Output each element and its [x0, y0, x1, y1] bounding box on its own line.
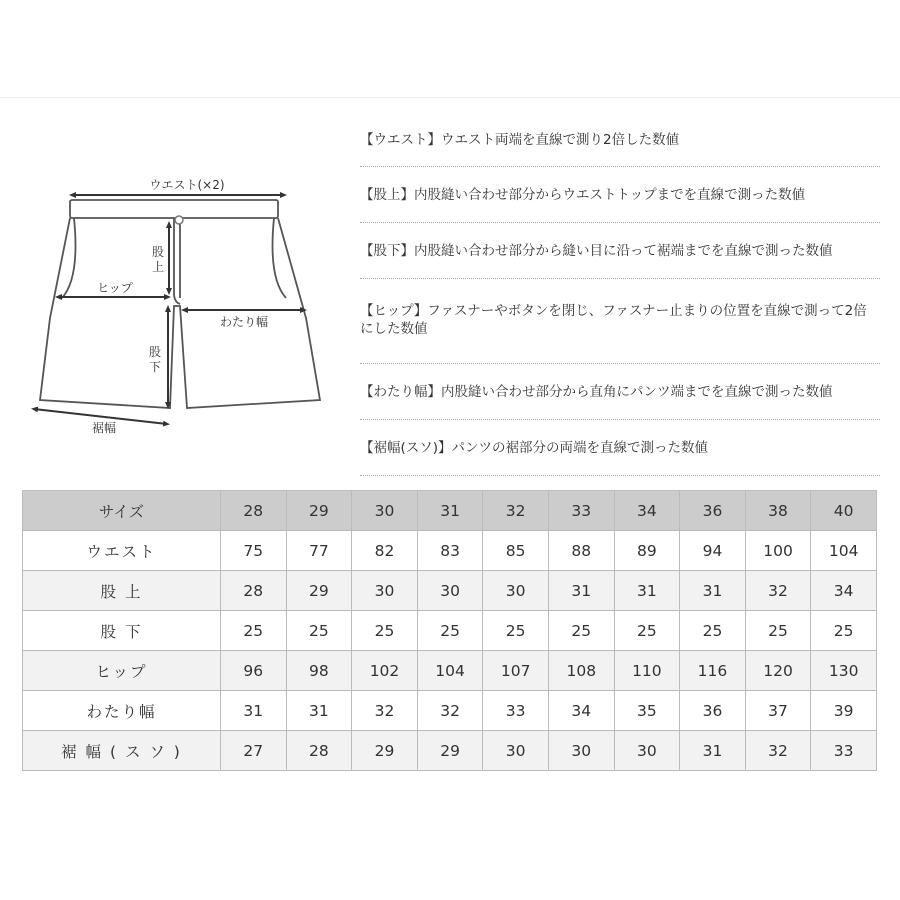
row-label: ヒップ [23, 651, 221, 691]
waist-label: ウエスト(×2) [149, 178, 225, 192]
inseam-label-1: 股 [149, 345, 162, 359]
header-size: 38 [745, 491, 811, 531]
table-cell: 29 [417, 731, 483, 771]
table-cell: 107 [483, 651, 549, 691]
definition-thigh [360, 364, 880, 420]
inseam-label-2: 下 [149, 360, 162, 374]
row-label: 裾 幅 ( ス ソ ) [23, 731, 221, 771]
table-cell: 31 [614, 571, 680, 611]
table-cell: 35 [614, 691, 680, 731]
header-size: 29 [286, 491, 352, 531]
thigh-label: わたり幅 [219, 315, 269, 329]
row-label: わたり幅 [23, 691, 221, 731]
table-cell: 25 [680, 611, 746, 651]
table-cell: 104 [811, 531, 877, 571]
definition-hem [360, 420, 880, 476]
table-cell: 32 [417, 691, 483, 731]
table-cell: 83 [417, 531, 483, 571]
definition-text: 【わたり幅】内股縫い合わせ部分から直角にパンツ端までを直線で測った数値 [360, 384, 833, 400]
rise-label-1: 股 [152, 245, 165, 259]
table-cell: 130 [811, 651, 877, 691]
table-cell: 75 [221, 531, 287, 571]
header-size: 40 [811, 491, 877, 531]
top-divider [0, 97, 900, 98]
table-cell: 31 [680, 571, 746, 611]
table-cell: 100 [745, 531, 811, 571]
shorts-illustration [22, 168, 322, 448]
header-size: 30 [352, 491, 418, 531]
header-size: 32 [483, 491, 549, 531]
table-row-hem [23, 731, 877, 771]
row-label: 股 上 [23, 571, 221, 611]
table-cell: 29 [286, 571, 352, 611]
table-cell: 25 [614, 611, 680, 651]
table-cell: 110 [614, 651, 680, 691]
shorts-outline [40, 200, 320, 408]
table-cell: 32 [745, 731, 811, 771]
table-cell: 25 [221, 611, 287, 651]
definition-text: 【裾幅(スソ)】パンツの裾部分の両端を直線で測った数値 [360, 440, 709, 456]
table-cell: 25 [745, 611, 811, 651]
table-cell: 120 [745, 651, 811, 691]
definition-inseam [360, 223, 880, 279]
rise-label-2: 上 [152, 260, 165, 274]
table-cell: 29 [352, 731, 418, 771]
table-row-thigh [23, 691, 877, 731]
table-cell: 37 [745, 691, 811, 731]
table-cell: 102 [352, 651, 418, 691]
header-size: 36 [680, 491, 746, 531]
table-cell: 25 [483, 611, 549, 651]
table-cell: 82 [352, 531, 418, 571]
definition-text: 【股上】内股縫い合わせ部分からウエストトップまでを直線で測った数値 [360, 187, 806, 203]
header-size: 34 [614, 491, 680, 531]
table-cell: 98 [286, 651, 352, 691]
table-row-waist [23, 531, 877, 571]
table-row-rise [23, 571, 877, 611]
size-chart-table [22, 490, 877, 771]
table-cell: 31 [548, 571, 614, 611]
definition-waist [360, 122, 880, 167]
table-cell: 32 [745, 571, 811, 611]
definition-text: 【ウエスト】ウエスト両端を直線で測り2倍した数値 [360, 132, 680, 148]
table-cell: 30 [352, 571, 418, 611]
table-cell: 116 [680, 651, 746, 691]
table-cell: 77 [286, 531, 352, 571]
table-cell: 104 [417, 651, 483, 691]
table-row-inseam [23, 611, 877, 651]
header-size: 31 [417, 491, 483, 531]
table-cell: 33 [811, 731, 877, 771]
table-cell: 33 [483, 691, 549, 731]
header-size: 28 [221, 491, 287, 531]
table-cell: 30 [483, 571, 549, 611]
table-cell: 31 [221, 691, 287, 731]
measurement-definitions [360, 122, 880, 476]
table-cell: 88 [548, 531, 614, 571]
hem-label: 裾幅 [91, 421, 117, 435]
header-size-label: サイズ [23, 491, 221, 531]
table-cell: 32 [352, 691, 418, 731]
table-cell: 89 [614, 531, 680, 571]
definition-rise [360, 167, 880, 223]
table-cell: 30 [417, 571, 483, 611]
table-cell: 108 [548, 651, 614, 691]
table-cell: 31 [680, 731, 746, 771]
definition-text: 【股下】内股縫い合わせ部分から縫い目に沿って裾端までを直線で測った数値 [360, 243, 833, 259]
table-cell: 25 [286, 611, 352, 651]
table-cell: 39 [811, 691, 877, 731]
table-cell: 25 [811, 611, 877, 651]
row-label: ウエスト [23, 531, 221, 571]
shorts-measurement-diagram [22, 168, 322, 448]
table-cell: 25 [417, 611, 483, 651]
table-cell: 85 [483, 531, 549, 571]
table-cell: 96 [221, 651, 287, 691]
table-cell: 25 [352, 611, 418, 651]
table-cell: 28 [286, 731, 352, 771]
table-cell: 25 [548, 611, 614, 651]
definition-hip [360, 279, 880, 364]
definition-text: 【ヒップ】ファスナーやボタンを閉じ、ファスナー止まりの位置を直線で測って2倍にした数値 [360, 303, 867, 337]
table-cell: 27 [221, 731, 287, 771]
table-cell: 30 [483, 731, 549, 771]
table-header-row [23, 491, 877, 531]
row-label: 股 下 [23, 611, 221, 651]
table-cell: 30 [614, 731, 680, 771]
table-cell: 31 [286, 691, 352, 731]
table-row-hip [23, 651, 877, 691]
table-cell: 28 [221, 571, 287, 611]
hip-label: ヒップ [97, 281, 133, 295]
table-cell: 94 [680, 531, 746, 571]
button-icon [175, 216, 183, 224]
table-cell: 34 [811, 571, 877, 611]
table-cell: 30 [548, 731, 614, 771]
table-cell: 36 [680, 691, 746, 731]
header-size: 33 [548, 491, 614, 531]
table-cell: 34 [548, 691, 614, 731]
